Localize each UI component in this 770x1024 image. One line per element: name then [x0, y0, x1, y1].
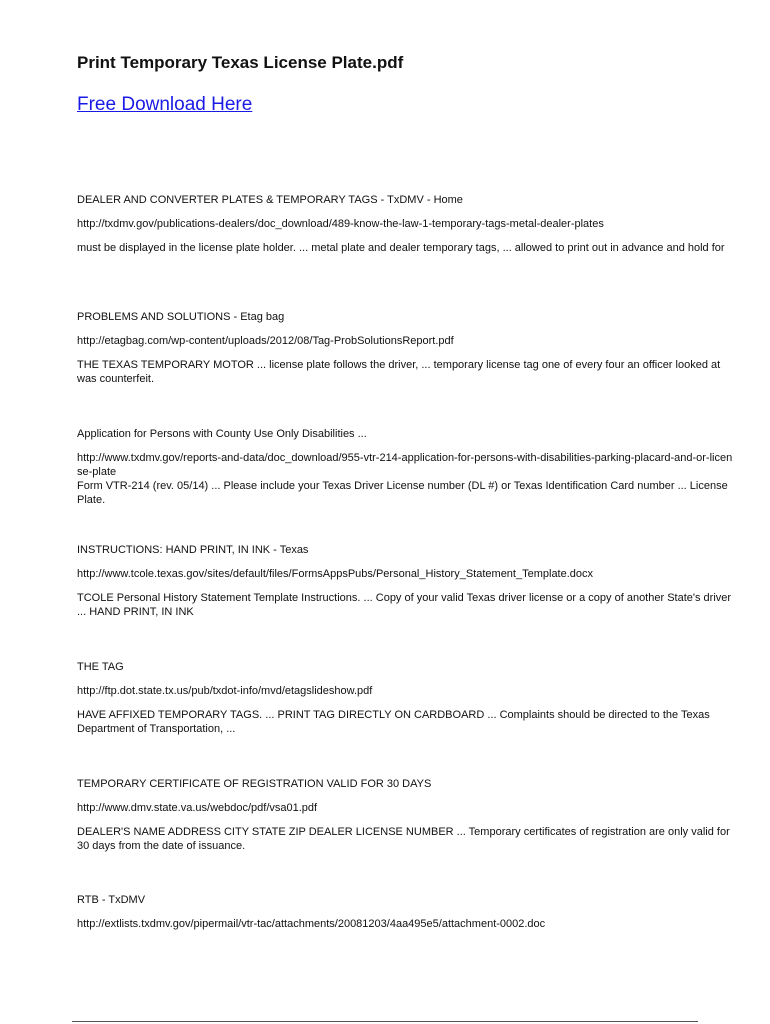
- result-title: RTB - TxDMV: [77, 894, 146, 906]
- result-url[interactable]: http://txdmv.gov/publications-dealers/doc_download/489-know-the-law-1-temporary-tags-metal-dealer-plates: [77, 218, 604, 230]
- footer-divider: [72, 1021, 698, 1022]
- result-item: [77, 193, 737, 255]
- result-title: DEALER AND CONVERTER PLATES & TEMPORARY TAGS - TxDMV - Home: [77, 194, 463, 206]
- free-download-link[interactable]: Free Download Here: [77, 94, 253, 115]
- result-title: TEMPORARY CERTIFICATE OF REGISTRATION VALID FOR 30 DAYS: [77, 778, 432, 790]
- result-url[interactable]: http://www.dmv.state.va.us/webdoc/pdf/vsa01.pdf: [77, 802, 318, 814]
- result-title: PROBLEMS AND SOLUTIONS - Etag bag: [77, 311, 285, 323]
- result-title: INSTRUCTIONS: HAND PRINT, IN INK - Texas: [77, 544, 309, 556]
- result-snippet: THE TEXAS TEMPORARY MOTOR ... license plate follows the driver, ... temporary license tag one of every four an officer looked at was counterfeit.: [77, 359, 721, 385]
- result-item: [77, 660, 737, 736]
- result-item: [77, 893, 737, 931]
- result-url[interactable]: http://extlists.txdmv.gov/pipermail/vtr-tac/attachments/20081203/4aa495e5/attachment-0002.doc: [77, 918, 546, 930]
- result-url[interactable]: http://etagbag.com/wp-content/uploads/2012/08/Tag-ProbSolutionsReport.pdf: [77, 335, 454, 347]
- result-url[interactable]: http://www.txdmv.gov/reports-and-data/doc_download/955-vtr-214-application-for-persons-with-disabilities-parking-placard-and-or-license-plate: [77, 452, 733, 478]
- result-item: [77, 777, 737, 853]
- result-item: [77, 427, 737, 507]
- result-item: [77, 310, 737, 386]
- result-url[interactable]: http://www.tcole.texas.gov/sites/default/files/FormsAppsPubs/Personal_History_Statement_Template.docx: [77, 568, 594, 580]
- result-item: [77, 543, 737, 619]
- document-title: Print Temporary Texas License Plate.pdf: [77, 53, 404, 72]
- result-url[interactable]: http://ftp.dot.state.tx.us/pub/txdot-info/mvd/etagslideshow.pdf: [77, 685, 373, 697]
- result-title: THE TAG: [77, 661, 124, 673]
- result-snippet: must be displayed in the license plate holder. ... metal plate and dealer temporary tags, ... allowed to print out in advance and hold for: [77, 242, 725, 254]
- result-snippet: Form VTR-214 (rev. 05/14) ... Please include your Texas Driver License number (DL #) or Texas Identification Card number ... License Plate.: [77, 480, 728, 506]
- result-snippet: DEALER'S NAME ADDRESS CITY STATE ZIP DEALER LICENSE NUMBER ... Temporary certificates of registration are only valid for 30 days from the date of issuance.: [77, 826, 730, 852]
- result-snippet: HAVE AFFIXED TEMPORARY TAGS. ... PRINT TAG DIRECTLY ON CARDBOARD ... Complaints should be directed to the Texas Department of Transportation, ...: [77, 709, 710, 735]
- result-snippet: TCOLE Personal History Statement Template Instructions. ... Copy of your valid Texas driver license or a copy of another State's driver ... HAND PRINT, IN INK: [77, 592, 732, 618]
- result-title: Application for Persons with County Use Only Disabilities ...: [77, 428, 367, 440]
